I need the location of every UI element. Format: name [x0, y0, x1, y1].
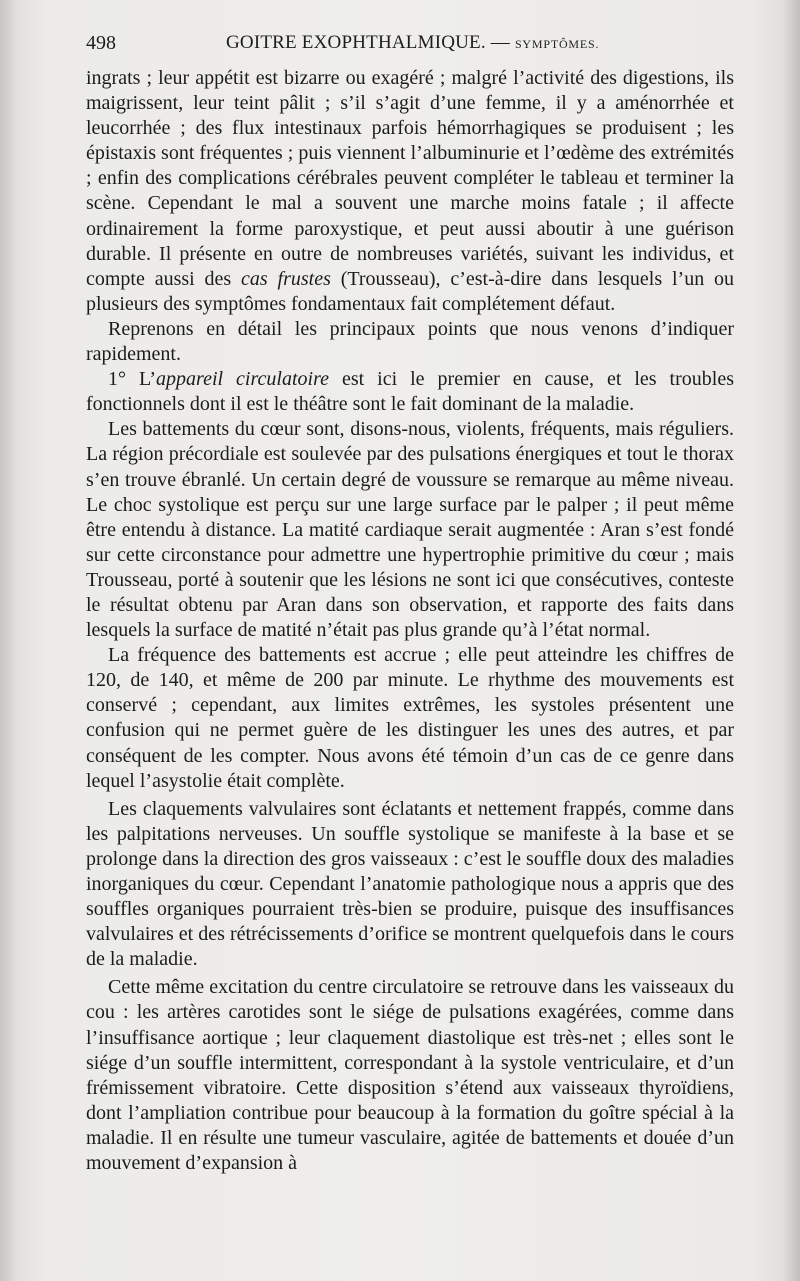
paragraph	[86, 975, 734, 1176]
paragraph-text: Les battements du cœur sont, disons-nous, violents, fréquents, mais réguliers. La région précordiale est soulevée par des pulsations énergiques et tout le thorax s’en trouve ébranlé. Un certain degré de voussure se remarque au même niveau. Le choc systolique est perçu sur une large surface par le palper ; il peut même être entendu à distance. La matité cardiaque serait augmentée : Aran s’est fondé sur cette circonstance pour admettre une hypertrophie primitive du cœur ; mais Trousseau, porté à soutenir que les lésions ne sont ici que consécutives, conteste le résultat obtenu par Aran dans son observation, et rapporte des faits dans lesquels la surface de matité n’était pas plus grande qu’à l’état normal.	[86, 418, 734, 642]
running-header	[86, 32, 734, 62]
paragraph-text: est ici le premier en cause, et les troubles fonctionnels dont il est le théâtre sont le fait dominant de la maladie.	[86, 368, 734, 416]
paragraph	[86, 317, 734, 367]
paragraph-text: 1° L’	[108, 368, 157, 391]
paragraph-text: (Trousseau), c’est-à-dire dans lesquels l’un ou plusieurs des symptômes fondamentaux fait complétement défaut.	[86, 267, 735, 315]
paragraph	[86, 367, 734, 417]
page-edge-shadow-right	[782, 0, 800, 1281]
body-text	[86, 66, 734, 1176]
paragraph-text: Cette même excitation du centre circulatoire se retrouve dans les vaisseaux du cou : les artères carotides sont le siége de pulsations exagérées, comme dans l’insuffisance aortique ; leur claquement diastolique est très-net ; elles sont le siége d’un souffle intermittent, correspondant à la systole ventriculaire, et d’un frémissement vibratoire. Cette disposition s’étend aux vaisseaux thyroïdiens, dont l’ampliation contribue pour beaucoup à la formation du goître spécial à la maladie. Il en résulte une tumeur vasculaire, agitée de battements et douée d’un mouvement d’expansion à	[86, 976, 734, 1175]
title-separator: —	[490, 32, 510, 53]
paragraph-text: ingrats ; leur appétit est bizarre ou exagéré ; malgré l’activité des digestions, ils maigrissent, leur teint pâlit ; s’il s’agit d’une femme, il y a aménorrhée et leucorrhée ; des flux intestinaux parfois hémorrhagiques se produisent ; les épistaxis sont fréquentes ; puis viennent l’albuminurie et l’œdème des extrémités ; enfin des complications cérébrales peuvent compléter le tableau et terminer la scène. Cependant le mal a souvent une marche moins fatale ; il affecte ordinairement la forme paroxystique, et peut aussi aboutir à une guérison durable. Il présente en outre de nombreuses variétés, suivant les individus, et compte aussi des	[86, 67, 734, 290]
paragraph-text: La fréquence des battements est accrue ; elle peut atteindre les chiffres de 120, de 140, et même de 200 par minute. Le rhythme des mouvements est conservé ; cependant, aux limites extrêmes, les systoles présentent une confusion qui ne permet guère de les distinguer les unes des autres, et par conséquent de les compter. Nous avons été témoin d’un cas de ce genre dans lequel l’asystolie était complète.	[86, 644, 734, 792]
italic-text: cas frustes	[241, 267, 331, 290]
section-title: SYMPTÔMES.	[514, 37, 600, 51]
paragraph-text: Les claquements valvulaires sont éclatants et nettement frappés, comme dans les palpitations nerveuses. Un souffle systolique se manifeste à la base et se prolonge dans la direction des gros vaisseaux : c’est le souffle doux des maladies inorganiques du cœur. Cependant l’anatomie pathologique nous a appris que des souffles organiques pourraient très-bien se produire, puisque des insuffisances valvulaires et des rétrécissements d’orifice se montrent quelquefois dans le cours de la maladie.	[86, 797, 734, 971]
paragraph-text: Reprenons en détail les principaux points que nous venons d’indiquer rapidement.	[86, 317, 734, 366]
page-number: 498	[86, 32, 116, 54]
running-title	[226, 32, 599, 54]
paragraph	[86, 66, 734, 317]
italic-text: appareil circulatoire	[156, 368, 329, 391]
chapter-title: GOITRE EXOPHTHALMIQUE.	[226, 32, 486, 53]
paragraph	[86, 417, 734, 643]
paragraph	[86, 797, 734, 973]
page-edge-shadow-left	[0, 0, 18, 1281]
paragraph	[86, 643, 734, 794]
